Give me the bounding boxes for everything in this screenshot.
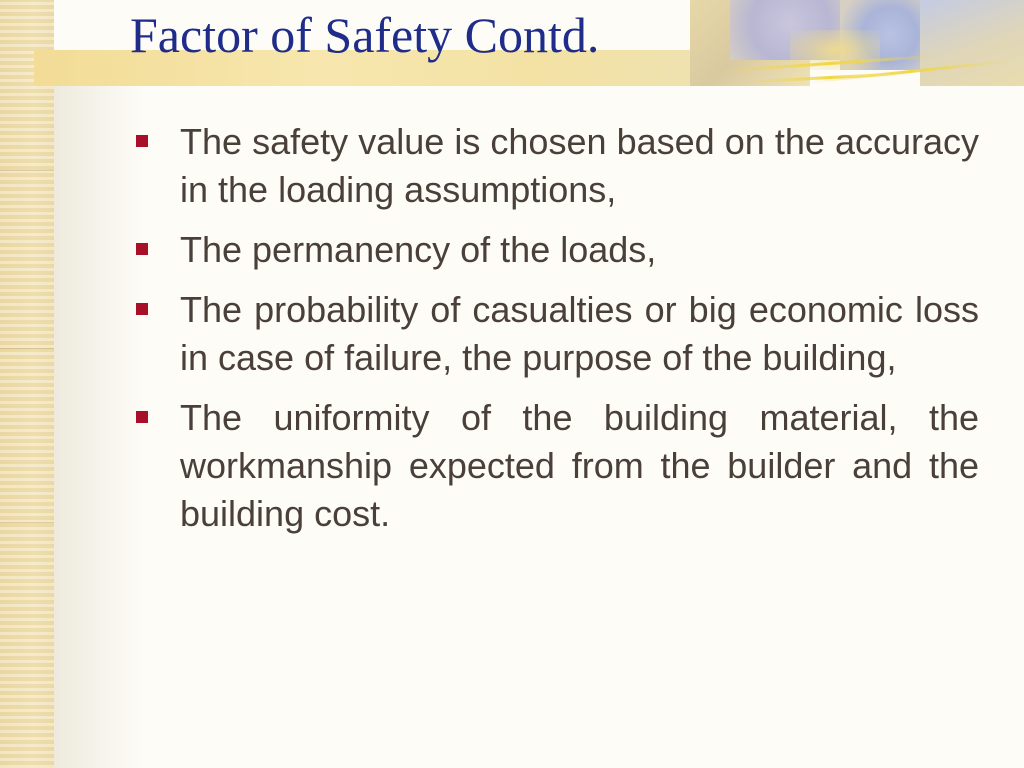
square-bullet-icon [136, 135, 148, 147]
square-bullet-icon [136, 411, 148, 423]
bullet-list [131, 118, 979, 550]
bullet-text: The probability of casualties or big economic loss in case of failure, the purpose of the building, [180, 289, 979, 378]
square-bullet-icon [136, 243, 148, 255]
strip-seam [0, 170, 54, 171]
parchment-left-strip [0, 0, 54, 768]
square-bullet-icon [136, 303, 148, 315]
slide-title: Factor of Safety Contd. [130, 7, 600, 63]
decorative-collage-image [690, 0, 1024, 86]
bullet-item [131, 118, 979, 214]
strip-seam [0, 348, 54, 349]
bullet-text: The permanency of the loads, [180, 229, 657, 270]
bullet-item [131, 226, 979, 274]
bullet-item [131, 286, 979, 382]
bullet-text: The safety value is chosen based on the accuracy in the loading assumptions, [180, 121, 979, 210]
bullet-item [131, 394, 979, 538]
bullet-text: The uniformity of the building material, the workmanship expected from the builder and the building cost. [180, 397, 979, 534]
strip-seam [0, 522, 54, 523]
